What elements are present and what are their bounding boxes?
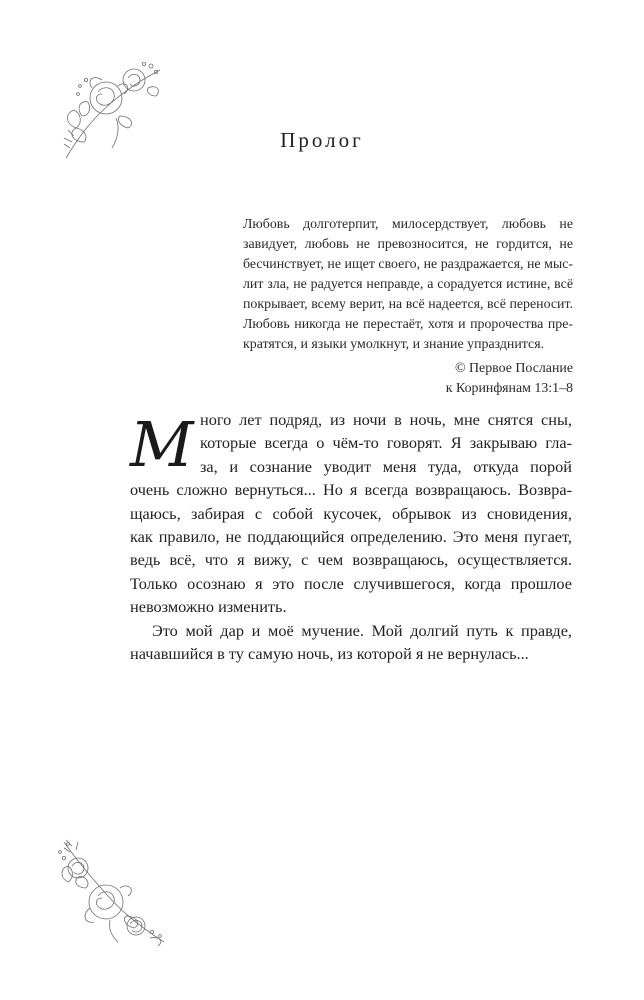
epigraph-line: кратятся, и языки умолкнут, и знание упразднится.	[243, 337, 545, 352]
body-line: ведь всё, что я вижу, с чем возвращаюсь, осуществляется.	[130, 550, 572, 570]
prologue-body	[130, 408, 572, 665]
epigraph-line: завидует, любовь не превозносится, не гордится, не	[243, 237, 573, 252]
body-line: щаюсь, забирая с собой кусочек, обрывок из сновидения,	[130, 503, 572, 523]
body-line: невозможно изменить.	[130, 597, 287, 617]
body-line: Это мой дар и моё мучение. Мой долгий путь к правде,	[152, 620, 572, 640]
epigraph-line: лит зла, не радуется неправде, а сорадуется истине, всё	[243, 277, 573, 292]
body-line: ного лет подряд, из ночи в ночь, мне снятся сны,	[200, 410, 572, 429]
epigraph-line: бесчинствует, не ищет своего, не раздражается, не мыс-	[243, 257, 573, 272]
chapter-title: Пролог	[280, 128, 364, 152]
epigraph-source: © Первое Послание	[454, 361, 573, 376]
body-line: которые всегда о чём-то говорят. Я закрываю гла-	[200, 433, 572, 453]
epigraph-line: покрывает, всему верит, на всё надеется, всё переносит.	[243, 297, 573, 312]
body-line: за, и сознание уводит меня туда, откуда порой	[200, 456, 572, 476]
epigraph-source: к Коринфянам 13:1–8	[445, 381, 573, 396]
body-line: очень сложно вернуться... Но я всегда возвращаюсь. Возвра-	[130, 480, 572, 500]
drop-cap-letter: М	[130, 412, 194, 476]
epigraph-line: Любовь долготерпит, милосердствует, любовь не	[243, 217, 573, 232]
epigraph-line: Любовь никогда не перестаёт, хотя и пророчества пре-	[243, 317, 573, 332]
body-line: Только осознаю я это после случившегося, когда прошлое	[130, 573, 572, 593]
floral-ornament-bottom-icon	[56, 838, 168, 946]
epigraph	[243, 215, 573, 399]
body-line: начавшийся в ту самую ночь, из которой я не вернулась...	[130, 643, 529, 663]
body-line: как правило, не поддающийся определению. Это меня пугает,	[130, 526, 572, 546]
